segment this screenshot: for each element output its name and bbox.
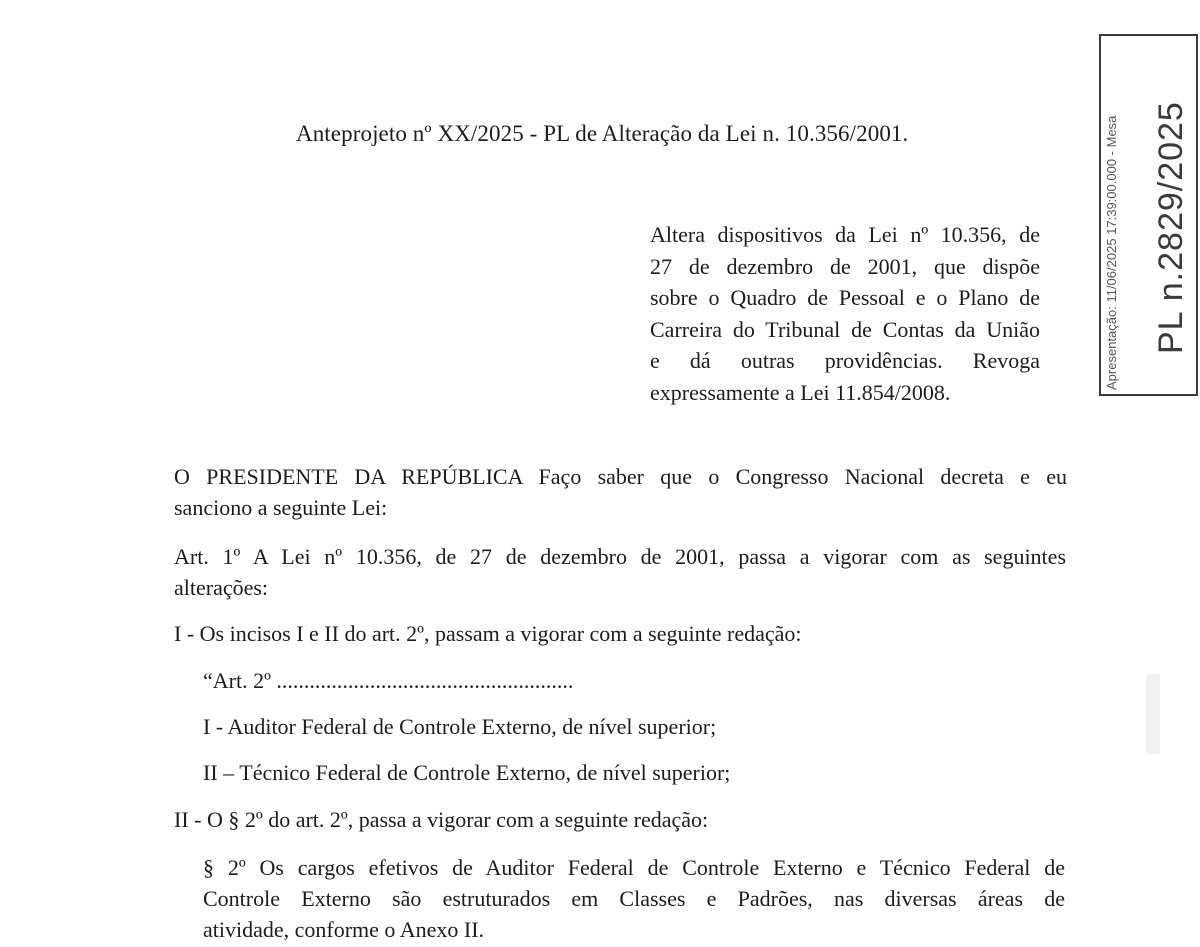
article-1 [174,541,1066,603]
inciso-i: I - Auditor Federal de Controle Externo, de nível superior; [203,714,717,739]
item-ii: II - O § 2º do art. 2º, passa a vigorar com a seguinte redação: [174,807,709,832]
ementa-line: 27 de dezembro de 2001, que dispõe [650,253,1040,279]
article-1-line: Art. 1º A Lei nº 10.356, de 27 de dezembro de 2001, passa a vigorar com as seguintes [174,544,1066,569]
ementa-block [650,219,1040,408]
art-2-heading: “Art. 2º ...................................................... [203,668,574,693]
article-1-line: alterações: [174,575,269,600]
document-title: Anteprojeto nº XX/2025 - PL de Alteração da Lei n. 10.356/2001. [296,121,909,146]
paragraph-2-line: § 2º Os cargos efetivos de Auditor Federal de Controle Externo e Técnico Federal de [203,855,1065,880]
inciso-ii: II – Técnico Federal de Controle Externo, de nível superior; [203,760,731,785]
paragraph-2-line: Controle Externo são estruturados em Classes e Padrões, nas diversas áreas de [203,886,1065,911]
paragraph-2-line: atividade, conforme o Anexo II. [203,917,485,942]
stamp-presentation-text: Apresentação: 11/06/2025 17:39:00.000 - Mesa [1104,115,1119,390]
item-i: I - Os incisos I e II do art. 2º, passam a vigorar com a seguinte redação: [174,621,802,646]
ementa-line: sobre o Quadro de Pessoal e o Plano de [650,285,1040,310]
preamble [174,461,1067,523]
scan-smudge [1146,674,1160,754]
preamble-line: sanciono a seguinte Lei: [174,495,388,520]
paragraph-2 [203,852,1065,945]
stamp-bill-number: PL n.2829/2025 [1152,101,1190,354]
ementa-line: Altera dispositivos da Lei nº 10.356, de [650,222,1040,247]
ementa-line: expressamente a Lei 11.854/2008. [650,379,951,405]
ementa-line: Carreira do Tribunal de Contas da União [650,316,1040,342]
ementa-line: e dá outras providências. Revoga [650,348,1040,373]
preamble-line: O PRESIDENTE DA REPÚBLICA Faço saber que o Congresso Nacional decreta e eu [174,464,1067,489]
